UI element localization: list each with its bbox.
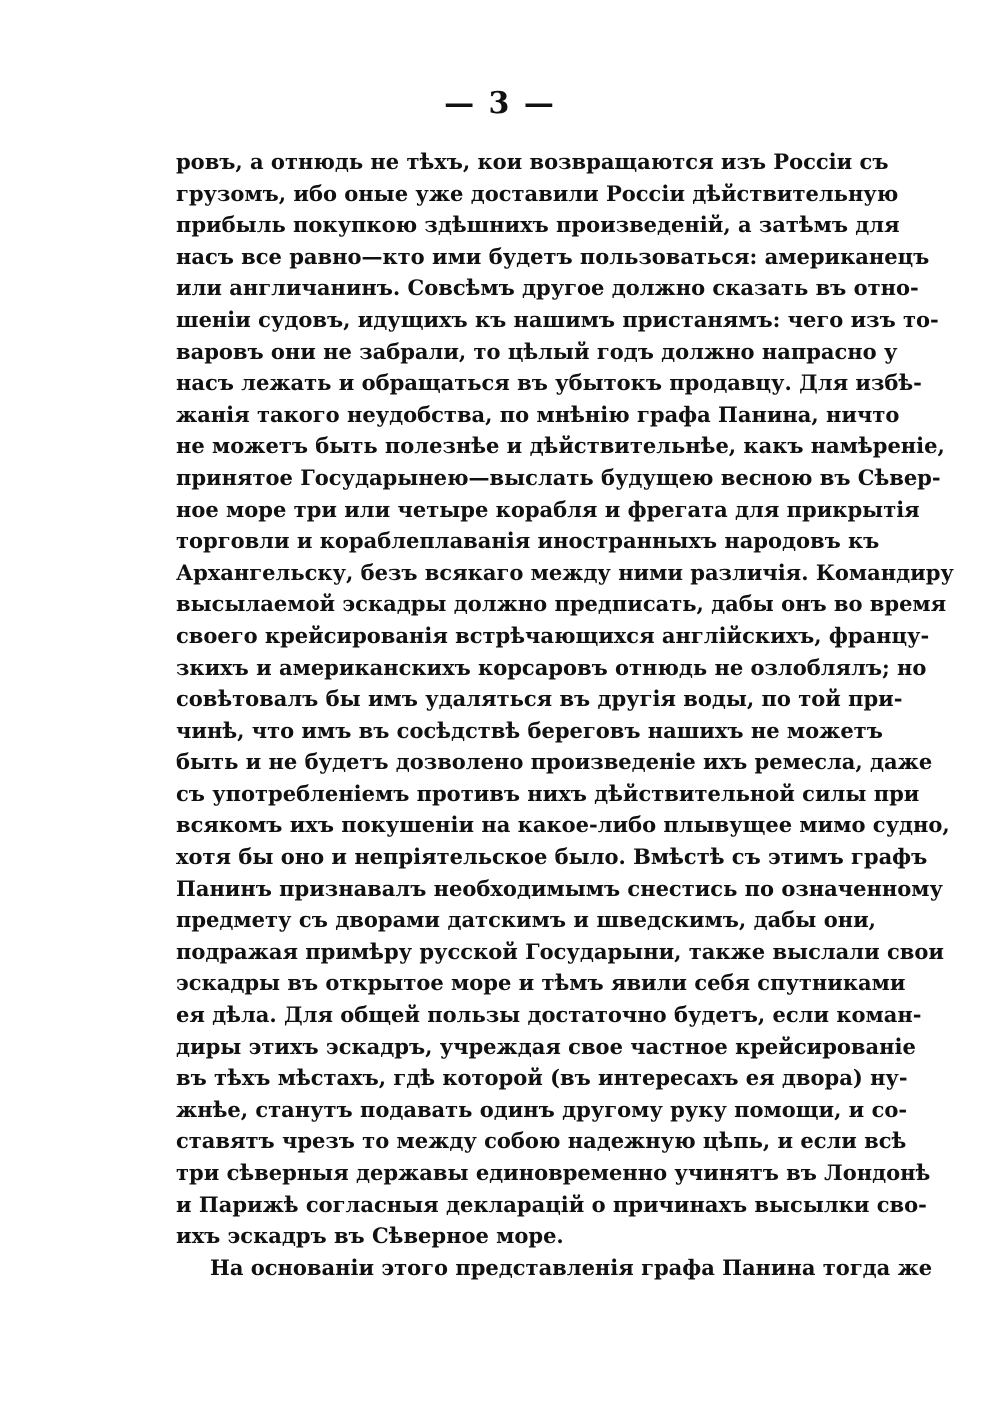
text-line: ея дѣла. Для общей пользы достаточно будетъ, если коман-	[176, 1002, 922, 1028]
text-line: ставятъ чрезъ то между собою надежную цѣпь, и если всѣ	[176, 1128, 907, 1154]
text-line: варовъ они не забрали, то цѣлый годъ должно напрасно у	[176, 338, 898, 364]
text-line: совѣтовалъ бы имъ удаляться въ другія воды, по той при-	[176, 686, 903, 712]
text-line: прибыль покупкою здѣшнихъ произведеній, а затѣмъ для	[176, 212, 900, 238]
text-line: жнѣе, станутъ подавать одинъ другому руку помощи, и со-	[176, 1096, 908, 1122]
text-line: высылаемой эскадры должно предписать, дабы онъ во время	[176, 591, 947, 617]
text-line: въ тѣхъ мѣстахъ, гдѣ которой (въ интересахъ ея двора) ну-	[176, 1065, 908, 1091]
text-line: Панинъ признавалъ необходимымъ снестись по означенному	[176, 875, 943, 901]
text-line: или англичанинъ. Совсѣмъ другое должно сказать въ отно-	[176, 275, 919, 301]
text-line: ровъ, а отнюдь не тѣхъ, кои возвращаются изъ Россіи съ	[176, 149, 889, 174]
text-line: диры этихъ эскадръ, учреждая свое частное крейсированіе	[176, 1033, 916, 1059]
text-line: не можетъ быть полезнѣе и дѣйствительнѣе, какъ намѣреніе,	[176, 433, 945, 459]
text-line: всякомъ ихъ покушеніи на какое-либо плывущее мимо судно,	[176, 812, 950, 838]
text-line: предмету съ дворами датскимъ и шведскимъ, дабы они,	[176, 907, 876, 933]
text-line: и Парижѣ согласныя декларацій о причинахъ высылки сво-	[176, 1191, 927, 1217]
text-line: хотя бы оно и непріятельское было. Вмѣстѣ съ этимъ графъ	[176, 844, 928, 870]
text-line: подражая примѣру русской Государыни, также выслали свои	[176, 938, 944, 964]
text-line: шеніи судовъ, идущихъ къ нашимъ пристанямъ: чего изъ то-	[176, 306, 939, 332]
text-line: своего крейсированія встрѣчающихся англійскихъ, францу-	[176, 622, 930, 648]
text-line: грузомъ, ибо оные уже доставили Россіи дѣйствительную	[176, 180, 899, 206]
text-line: жанія такого неудобства, по мнѣнію графа Панина, ничто	[176, 401, 900, 427]
text-line: Архангельску, безъ всякаго между ними различія. Командиру	[176, 559, 954, 585]
text-line: ихъ эскадръ въ Сѣверное море.	[176, 1223, 564, 1249]
text-line: съ употребленіемъ противъ нихъ дѣйствительной силы при	[176, 780, 920, 806]
body-text	[176, 146, 954, 1283]
text-line: быть и не будетъ дозволено произведеніе ихъ ремесла, даже	[176, 749, 933, 775]
text-line: принятое Государынею—выслать будущею весною въ Сѣвер-	[176, 464, 941, 490]
text-line: эскадры въ открытое море и тѣмъ явили себя спутниками	[176, 970, 906, 996]
text-line: чинѣ, что имъ въ сосѣдствѣ береговъ нашихъ не можетъ	[176, 717, 883, 743]
text-line: насъ все равно—кто ими будетъ пользоваться: американецъ	[176, 243, 930, 269]
text-line: три сѣверныя державы единовременно учинятъ въ Лондонѣ	[176, 1160, 931, 1185]
text-line: На основаніи этого представленія графа Панина тогда же	[210, 1254, 933, 1280]
text-line: насъ лежать и обращаться въ убытокъ продавцу. Для избѣ-	[176, 370, 922, 396]
text-line: ное море три или четыре корабля и фрегата для прикрытія	[176, 496, 920, 522]
text-line: зкихъ и американскихъ корсаровъ отнюдь не озлоблялъ; но	[176, 654, 927, 680]
page-number: — 3 —	[444, 86, 556, 121]
text-line: торговли и кораблеплаванія иностранныхъ народовъ къ	[176, 528, 880, 554]
